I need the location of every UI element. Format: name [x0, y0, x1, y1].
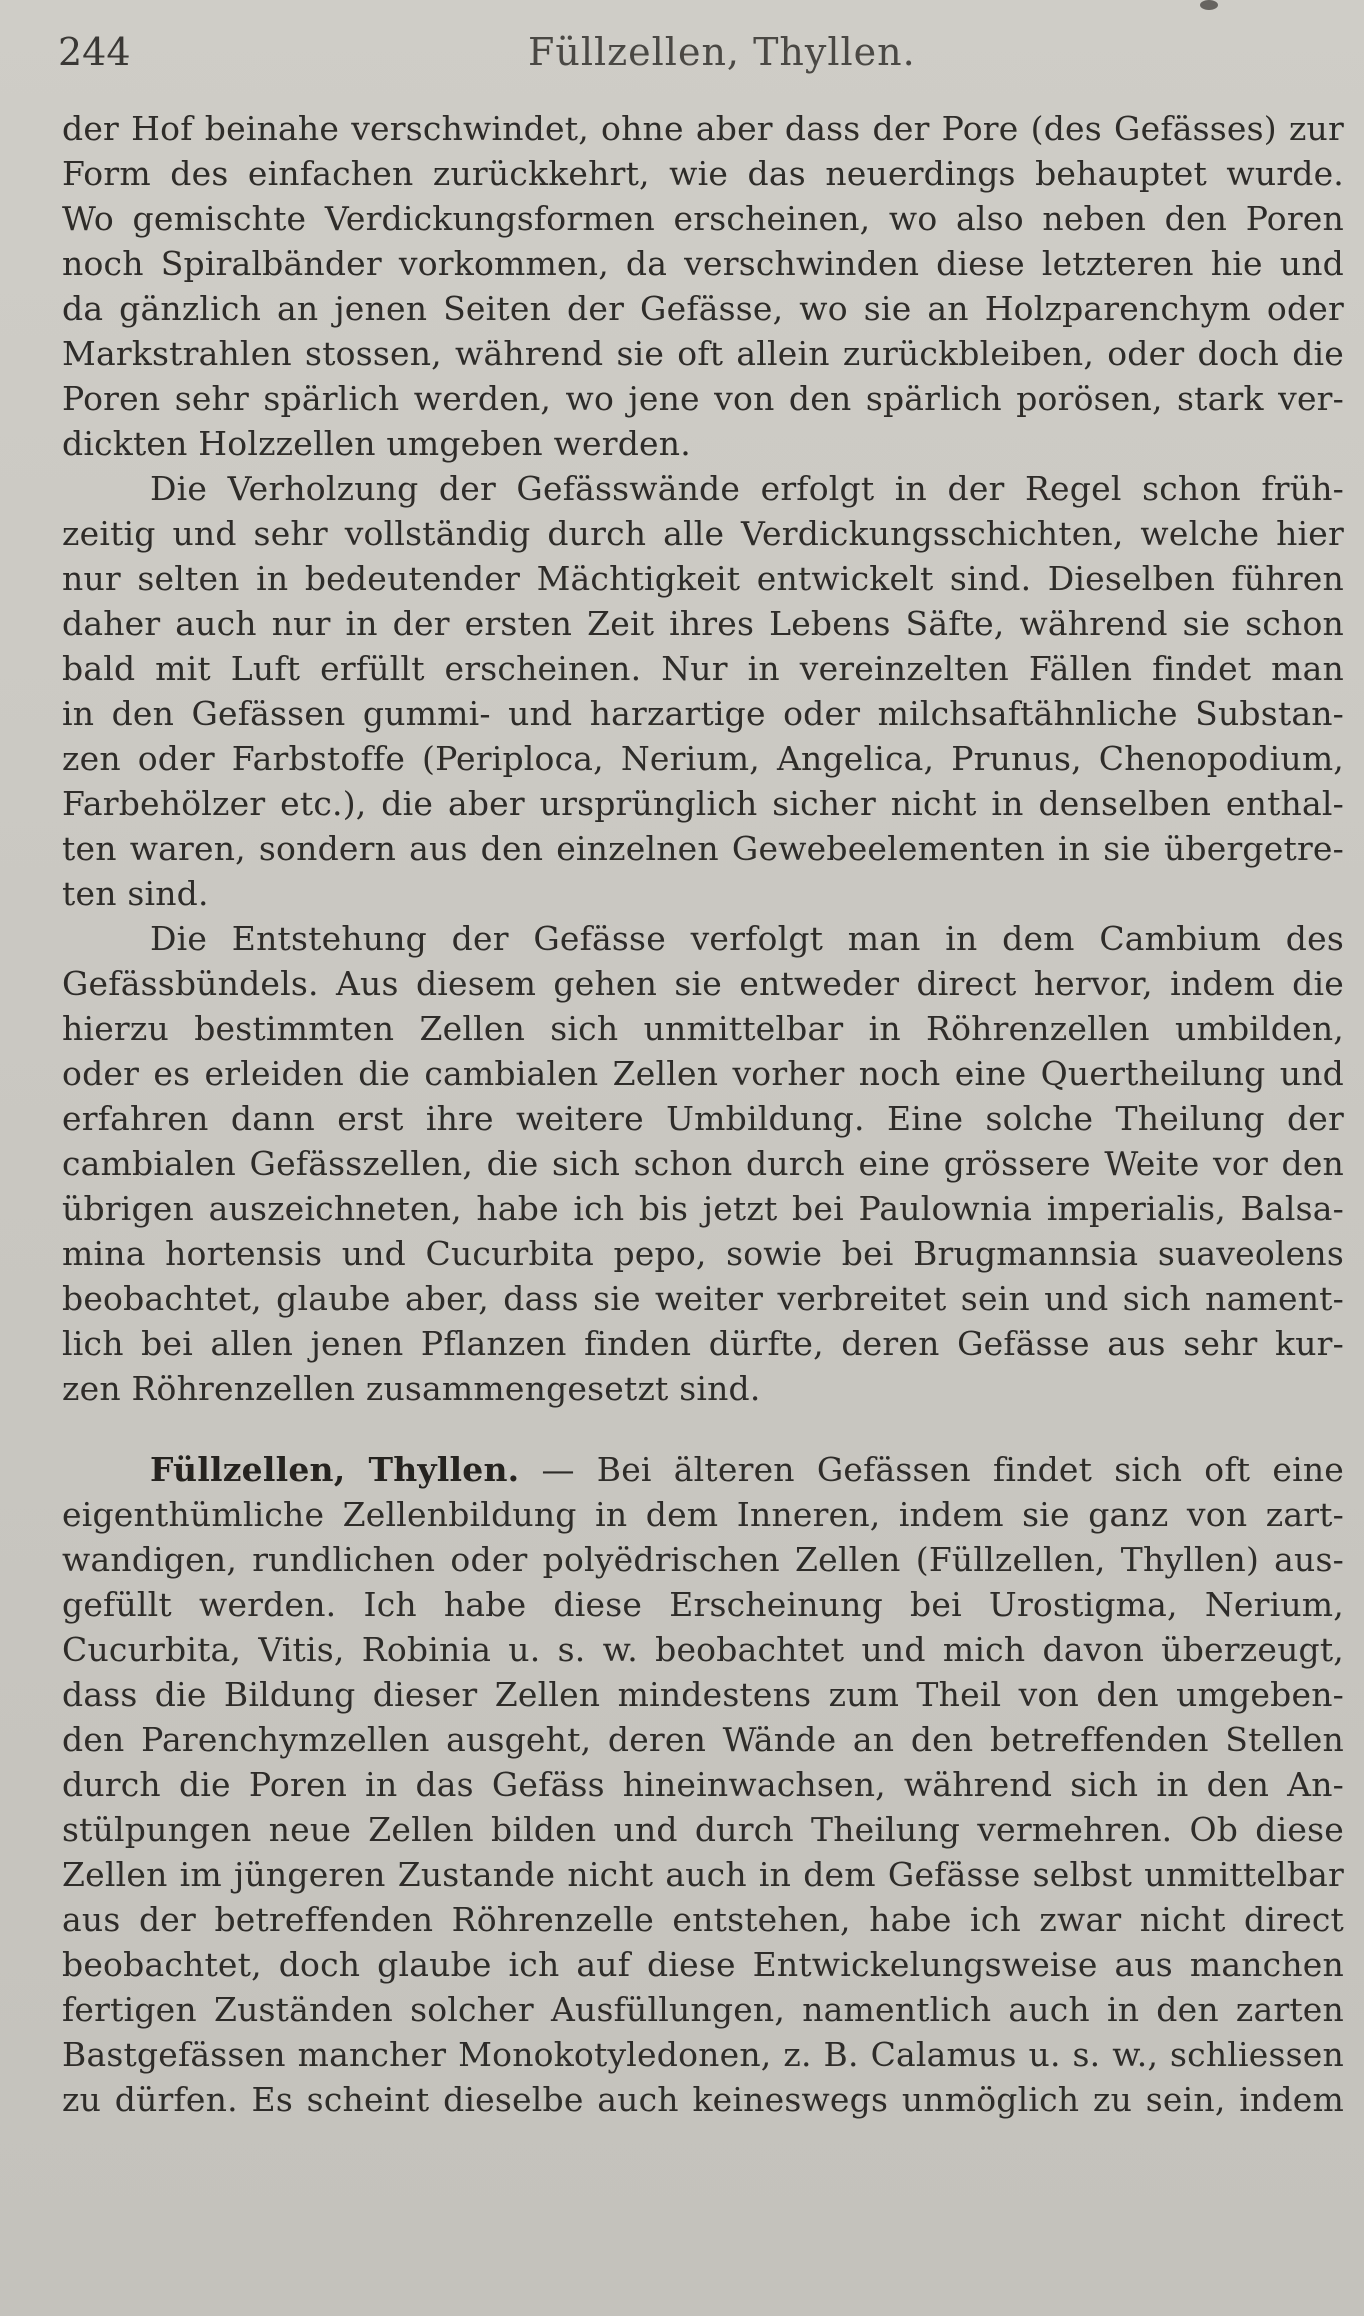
- section-first-line: [62, 1447, 1344, 1492]
- text-line: eigenthümliche Zellenbildung in dem Inneren, indem sie ganz von zart-: [62, 1495, 1344, 1534]
- text-line: der Hof beinahe verschwindet, ohne aber dass der Pore (des Gefässes) zur: [62, 109, 1344, 148]
- text-line: bald mit Luft erfüllt erscheinen. Nur in vereinzelten Fällen findet man: [62, 649, 1344, 688]
- paragraph: [62, 916, 1344, 1411]
- text-line: dass die Bildung dieser Zellen mindestens zum Theil von den umgeben-: [62, 1675, 1344, 1714]
- text-line: erfahren dann erst ihre weitere Umbildung. Eine solche Theilung der: [62, 1099, 1344, 1138]
- section: [62, 1447, 1344, 2122]
- text-line: Form des einfachen zurückkehrt, wie das neuerdings behauptet wurde.: [62, 154, 1344, 193]
- section-gap: [62, 1411, 1344, 1447]
- text-line: dickten Holzzellen umgeben werden.: [62, 424, 691, 463]
- running-head: Füllzellen, Thyllen.: [528, 30, 916, 74]
- text-line: beobachtet, glaube aber, dass sie weiter verbreitet sein und sich nament-: [62, 1279, 1344, 1318]
- text-line: mina hortensis und Cucurbita pepo, sowie bei Brugmannsia suaveolens: [62, 1234, 1344, 1273]
- text-line: Markstrahlen stossen, während sie oft allein zurückbleiben, oder doch die: [62, 334, 1344, 373]
- paragraph: [62, 466, 1344, 916]
- text-line: Bastgefässen mancher Monokotyledonen, z. B. Calamus u. s. w., schliessen: [62, 2035, 1344, 2074]
- text-line: Farbehölzer etc.), die aber ursprünglich sicher nicht in denselben enthal-: [62, 784, 1344, 823]
- page-header: [58, 30, 1344, 80]
- text-line: Die Verholzung der Gefässwände erfolgt in der Regel schon früh-: [150, 469, 1344, 508]
- text-line: gefüllt werden. Ich habe diese Erscheinung bei Urostigma, Nerium,: [62, 1585, 1344, 1624]
- text-line: durch die Poren in das Gefäss hineinwachsen, während sich in den An-: [62, 1765, 1344, 1804]
- text-line: zeitig und sehr vollständig durch alle Verdickungsschichten, welche hier: [62, 514, 1344, 553]
- text-line: in den Gefässen gummi- und harzartige oder milchsaftähnliche Substan-: [62, 694, 1344, 733]
- text-line: Wo gemischte Verdickungsformen erscheinen, wo also neben den Poren: [62, 199, 1344, 238]
- text-line: den Parenchymzellen ausgeht, deren Wände an den betreffenden Stellen: [62, 1720, 1344, 1759]
- section-heading: Füllzellen, Thyllen.: [150, 1450, 520, 1489]
- text-line: fertigen Zuständen solcher Ausfüllungen, namentlich auch in den zarten: [62, 1990, 1344, 2029]
- text-line: beobachtet, doch glaube ich auf diese Entwickelungsweise aus manchen: [62, 1945, 1344, 1984]
- body-text: [62, 106, 1344, 2122]
- text-line: Gefässbündels. Aus diesem gehen sie entweder direct hervor, indem die: [62, 964, 1344, 1003]
- text-line: Zellen im jüngeren Zustande nicht auch in dem Gefässe selbst unmittelbar: [62, 1855, 1344, 1894]
- page-number: 244: [58, 30, 131, 74]
- text-line: ten waren, sondern aus den einzelnen Gewebeelementen in sie übergetre-: [62, 829, 1344, 868]
- text-line: Die Entstehung der Gefässe verfolgt man in dem Cambium des: [150, 919, 1344, 958]
- text-line: stülpungen neue Zellen bilden und durch Theilung vermehren. Ob diese: [62, 1810, 1344, 1849]
- text-line: aus der betreffenden Röhrenzelle entstehen, habe ich zwar nicht direct: [62, 1900, 1344, 1939]
- text-line: oder es erleiden die cambialen Zellen vorher noch eine Quertheilung und: [62, 1054, 1344, 1093]
- section-first-line-text: — Bei älteren Gefässen findet sich oft eine: [519, 1450, 1344, 1489]
- text-line: hierzu bestimmten Zellen sich unmittelbar in Röhrenzellen umbilden,: [62, 1009, 1344, 1048]
- paragraph: [62, 106, 1344, 466]
- text-line: noch Spiralbänder vorkommen, da verschwinden diese letzteren hie und: [62, 244, 1344, 283]
- text-line: lich bei allen jenen Pflanzen finden dürfte, deren Gefässe aus sehr kur-: [62, 1324, 1344, 1363]
- text-line: cambialen Gefässzellen, die sich schon durch eine grössere Weite vor den: [62, 1144, 1344, 1183]
- text-line: wandigen, rundlichen oder polyëdrischen Zellen (Füllzellen, Thyllen) aus-: [62, 1540, 1344, 1579]
- text-line: ten sind.: [62, 874, 209, 913]
- text-line: daher auch nur in der ersten Zeit ihres Lebens Säfte, während sie schon: [62, 604, 1344, 643]
- text-line: zu dürfen. Es scheint dieselbe auch keineswegs unmöglich zu sein, indem: [62, 2080, 1344, 2119]
- text-line: Cucurbita, Vitis, Robinia u. s. w. beobachtet und mich davon überzeugt,: [62, 1630, 1344, 1669]
- text-line: zen oder Farbstoffe (Periploca, Nerium, Angelica, Prunus, Chenopodium,: [62, 739, 1344, 778]
- ink-speck: [1200, 0, 1218, 10]
- text-line: übrigen auszeichneten, habe ich bis jetzt bei Paulownia imperialis, Balsa-: [62, 1189, 1344, 1228]
- text-line: da gänzlich an jenen Seiten der Gefässe, wo sie an Holzparenchym oder: [62, 289, 1344, 328]
- text-line: Poren sehr spärlich werden, wo jene von den spärlich porösen, stark ver-: [62, 379, 1344, 418]
- text-line: zen Röhrenzellen zusammengesetzt sind.: [62, 1369, 761, 1408]
- text-line: nur selten in bedeutender Mächtigkeit entwickelt sind. Dieselben führen: [62, 559, 1344, 598]
